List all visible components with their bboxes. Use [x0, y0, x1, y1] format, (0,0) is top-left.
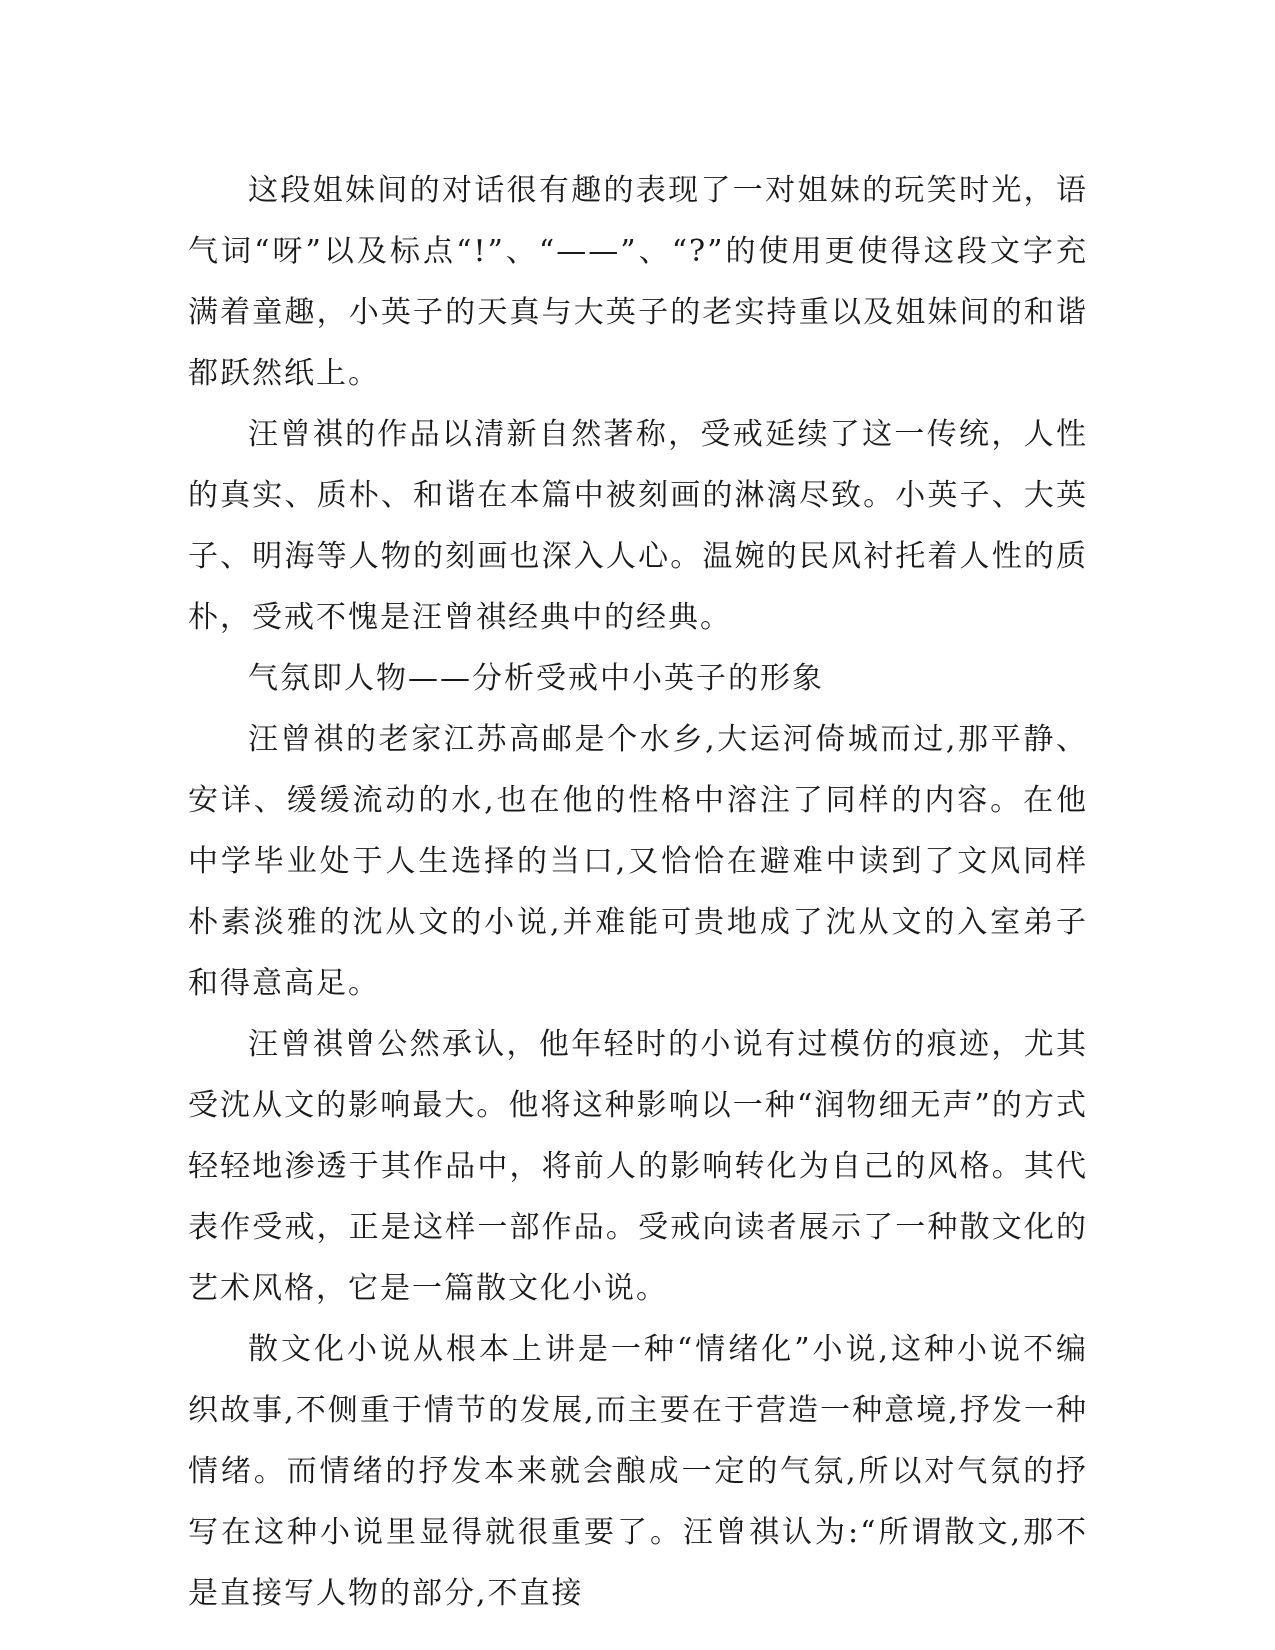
paragraph-prose-novel: 散文化小说从根本上讲是一种“情绪化”小说,这种小说不编织故事,不侧重于情节的发展,而主要在于营造一种意境,抒发一种情绪。而情绪的抒发本来就会酿成一定的气氛,所以对气氛的抒写在这种小说里显得就很重要了。汪曾祺认为:“所谓散文,那不是直接写人物的部分,不直接 — [188, 1332, 1088, 1611]
paragraph-hometown: 汪曾祺的老家江苏高邮是个水乡,大运河倚城而过,那平静、安详、缓缓流动的水,也在他的性格中溶注了同样的内容。在他中学毕业处于人生选择的当口,又恰恰在避难中读到了文风同样朴素淡雅的沈从文的小说,并难能可贵地成了沈从文的入室弟子和得意高足。 — [188, 722, 1088, 1001]
paragraph-influence: 汪曾祺曾公然承认，他年轻时的小说有过模仿的痕迹，尤其受沈从文的影响最大。他将这种影响以一种“润物细无声”的方式轻轻地渗透于其作品中，将前人的影响转化为自己的风格。其代表作受戒，正是这样一部作品。受戒向读者展示了一种散文化的艺术风格，它是一篇散文化小说。 — [188, 1027, 1088, 1306]
paragraph-style-summary: 汪曾祺的作品以清新自然著称，受戒延续了这一传统，人性的真实、质朴、和谐在本篇中被刻画的淋漓尽致。小英子、大英子、明海等人物的刻画也深入人心。温婉的民风衬托着人性的质朴，受戒不愧是汪曾祺经典中的经典。 — [188, 417, 1088, 635]
document-body — [188, 160, 1088, 1624]
section-heading: 气氛即人物——分析受戒中小英子的形象 — [248, 661, 824, 696]
paragraph-sisters-dialogue: 这段姐妹间的对话很有趣的表现了一对姐妹的玩笑时光，语气词“呀”以及标点“!”、“——”、“?”的使用更使得这段文字充满着童趣，小英子的天真与大英子的老实持重以及姐妹间的和谐都跃然纸上。 — [188, 173, 1088, 391]
